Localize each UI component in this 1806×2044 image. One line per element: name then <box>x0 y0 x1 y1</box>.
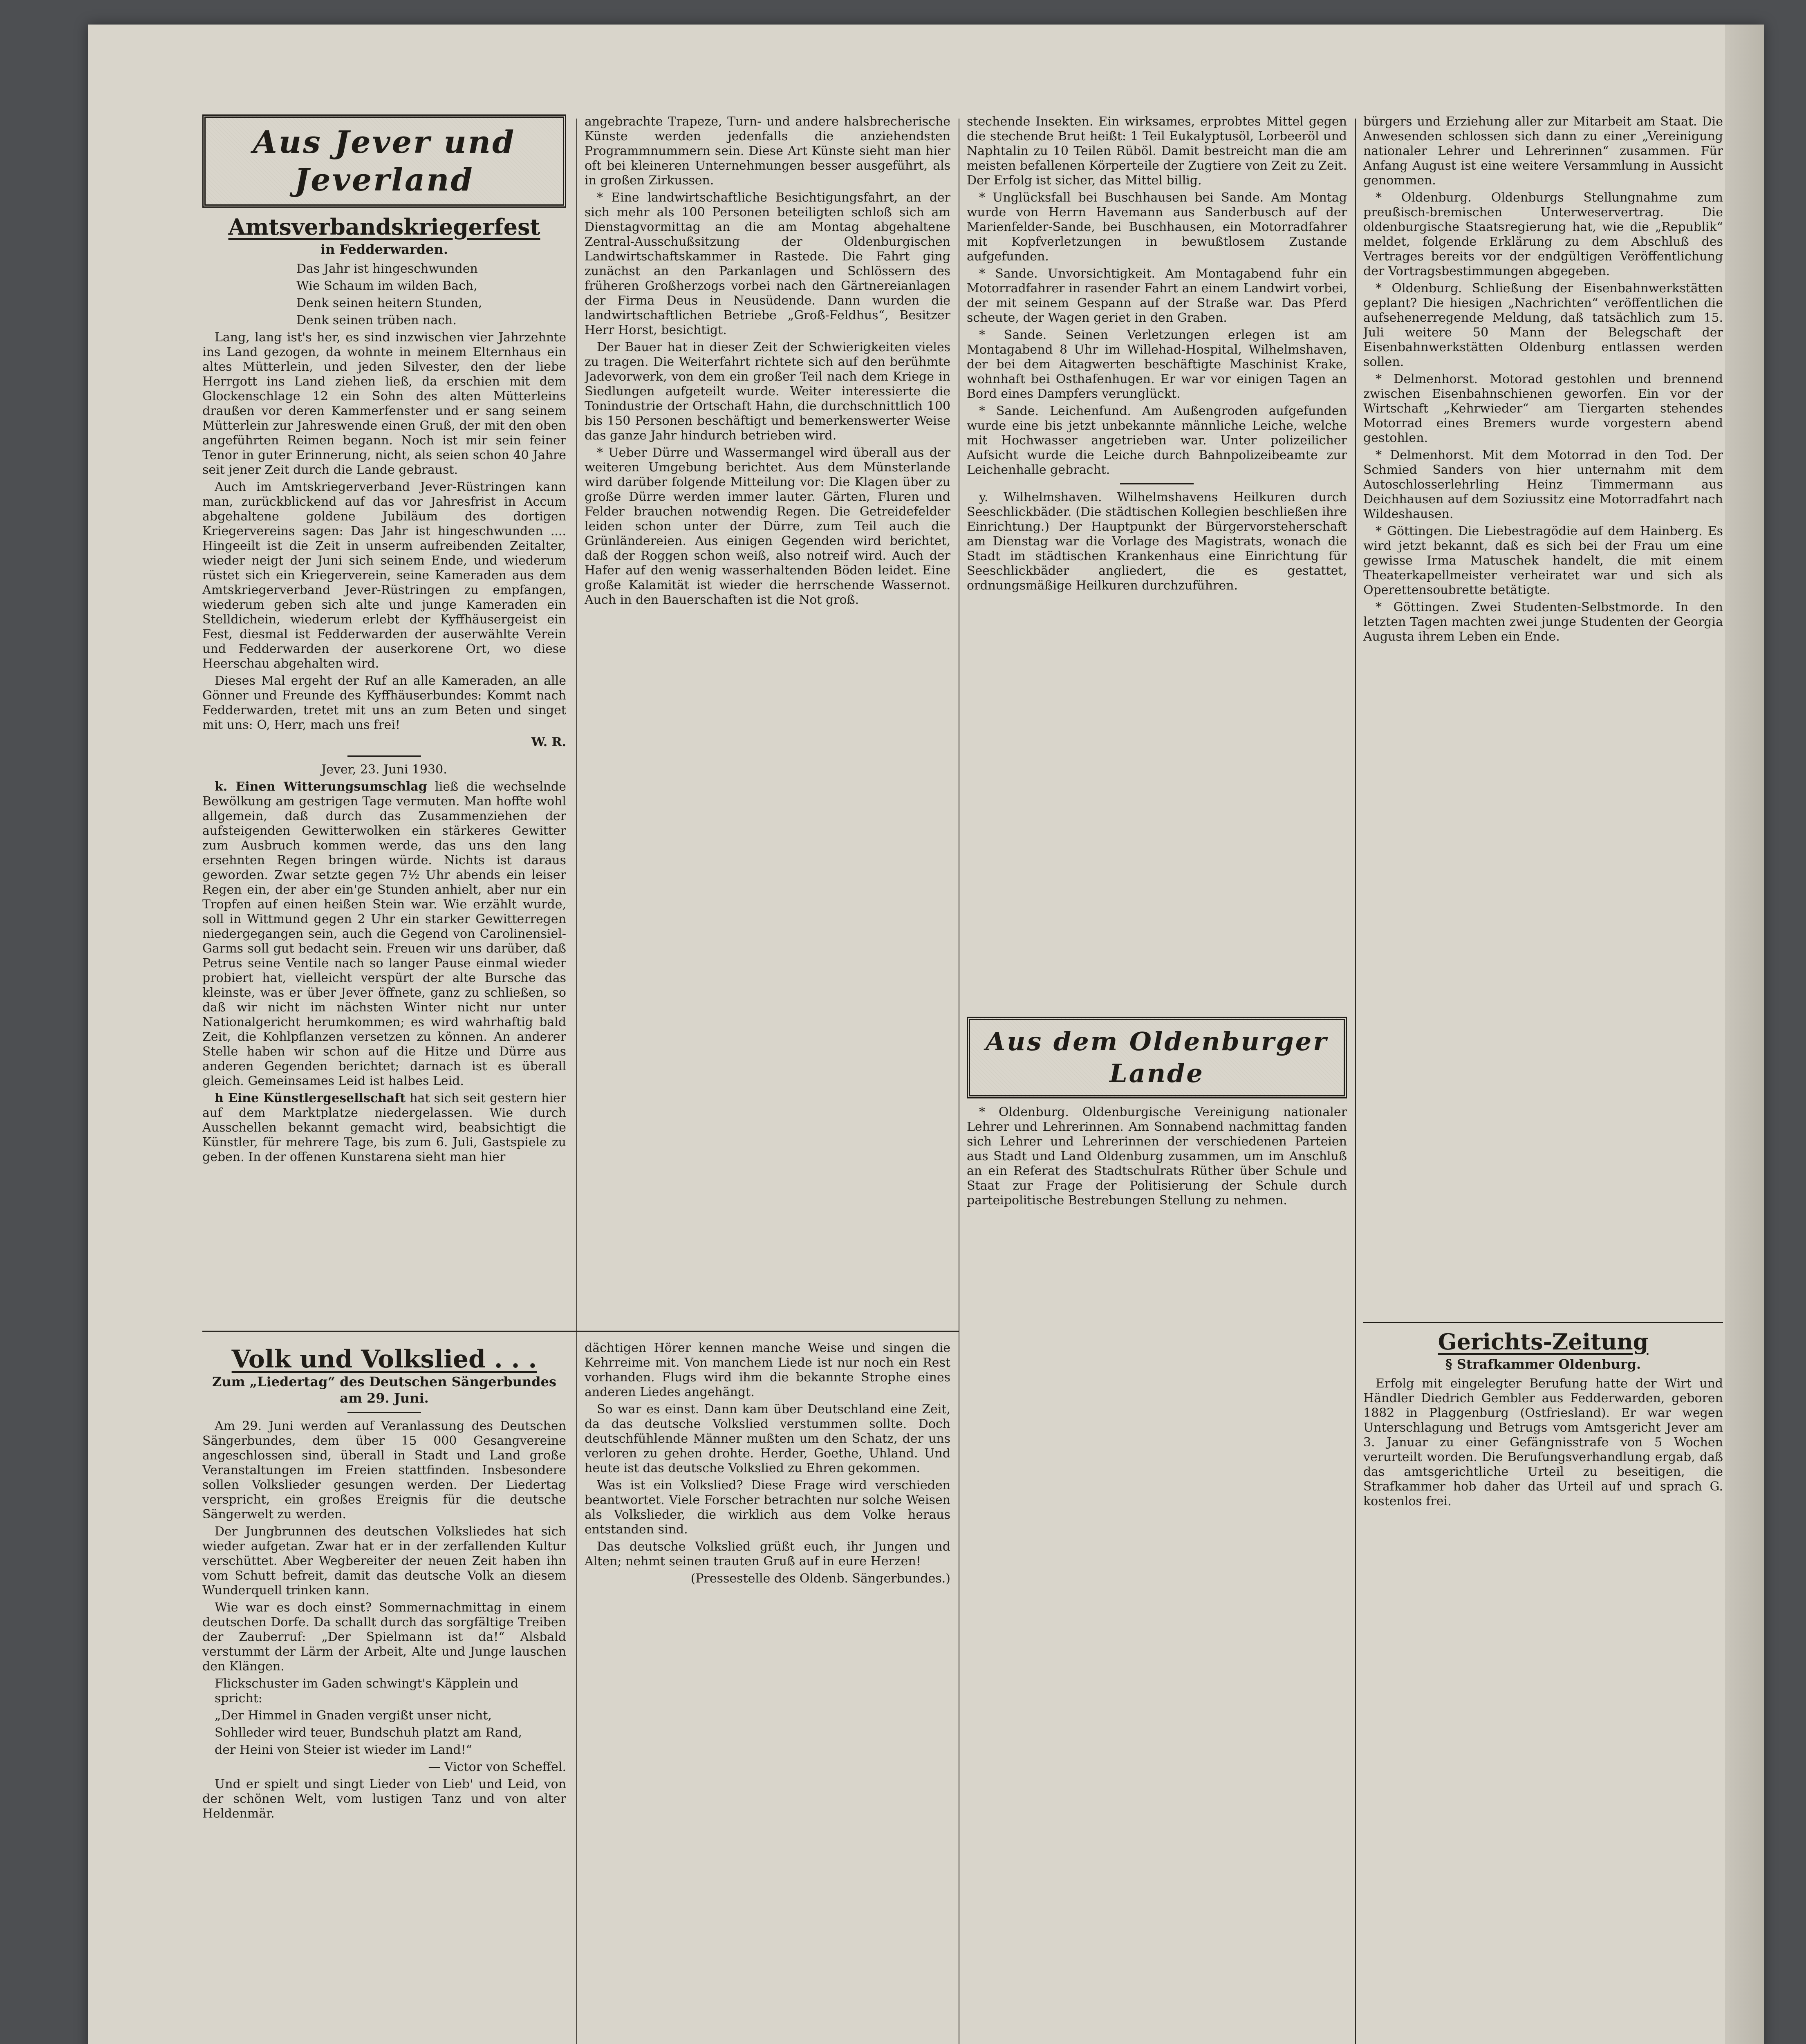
section-masthead <box>202 114 566 208</box>
paragraph: * Sande. Seinen Verletzungen erlegen ist am Montagabend 8 Uhr im Willehad-Hospital, Wilhelmshaven, der bei dem Aitagwerten beschäftigte Maschinist Krake, wohnhaft bei Osthafenhugen. Er war vor einigen Tagen an Bord eines Dampfers verunglückt. <box>967 328 1347 401</box>
paragraph: So war es einst. Dann kam über Deutschland eine Zeit, da das deutsche Volkslied verstummen sollte. Doch deutschfühlende Männer mußten um den Schatz, der uns verloren zu gehen drohte. Herder, Goethe, Uhland. Und heute ist das deutsche Volkslied zu Ehren gekommen. <box>585 1402 950 1475</box>
section-rule <box>1363 1322 1723 1323</box>
article-subhead: in Fedderwarden. <box>320 242 448 257</box>
item-text: ließ die wechselnde Bewölkung am gestrigen Tage vermuten. Man hoffte wohl allgemein, daß durch das Zusammenziehen der aufsteigenden Gewitterwolken ein stärkeres Gewitter zum Ausbruch kommen werde, das uns den lang ersehnten Regen bringen würde. Nichts ist daraus geworden. Zwar setzte gegen 7½ Uhr abends ein leiser Regen ein, der aber ein'ge Stunden anhielt, aber nur ein Tropfen auf einen heißen Stein war. Wie erzählt wurde, soll in Wittmund gegen 2 Uhr ein starker Gewitterregen niedergegangen sein, auch die Gegend von Carolinensiel-Garms soll gut bedacht sein. Freuen wir uns darüber, daß Petrus seine Ventile nach so langer Pause einmal wieder probiert hat, vielleicht verspürt der alte Bursche das kleinste, was er über Jever öffnete, ganz zu schließen, so daß wir nicht im nächsten Winter nicht nur unter Nationalgericht herumkommen; es wird wahrhaftig bald Zeit, die Kohlpflanzen versetzen zu können. An anderer Stelle haben wir schon auf die Hitze und Dürre aus anderen Gegenden berichtet; darnach ist es überall gleich. Gemeinsames Leid ist halbes Leid. <box>202 780 566 1088</box>
poem-line: „Der Himmel in Gnaden vergißt unser nicht, <box>215 1708 492 1723</box>
paragraph: Lang, lang ist's her, es sind inzwischen vier Jahrzehnte ins Land gezogen, da wohnte in meinem Elternhaus ein altes Mütterlein, und jeden Silvester, den der liebe Herrgott ins Land ziehen ließ, da erschien mit dem Glockenschlage 12 ein Sohn des alten Mütterleins draußen vor deren Kammerfenster und er sang seinem Mütterlein zur Jahreswende einen Gruß, der mit den oben angeführten Reimen begann. Noch ist mir sein feiner Tenor in guter Erinnerung, nicht, als seien schon 40 Jahre seit jener Zeit durch die Lande gebraust. <box>202 330 566 477</box>
column-4 <box>1363 114 1723 2044</box>
dateline: Jever, 23. Juni 1930. <box>321 762 447 777</box>
short-rule <box>347 1412 421 1413</box>
paragraph: * Göttingen. Die Liebestragödie auf dem Hainberg. Es wird jetzt bekannt, daß es sich bei der Frau um eine gewisse Irma Matuschek handelt, die mit einem Theaterkapellmeister verheiratet war und sich als Operettensoubrette betätigte. <box>1363 524 1723 597</box>
paragraph: Der Bauer hat in dieser Zeit der Schwierigkeiten vieles zu tragen. Die Weiterfahrt richtete sich auf den berühmte Jadevorwerk, von dem ein großer Teil nach dem Kriege in Siedlungen aufgeteilt wurde. Weiter interessierte die Tonindustrie der Ortschaft Hahn, die durchschnittlich 100 bis 150 Personen beschäftigt und bemerkenswerter Weise das ganze Jahr hindurch betrieben wird. <box>585 340 950 443</box>
short-rule <box>347 755 421 757</box>
paragraph: Auch im Amtskriegerverband Jever-Rüstringen kann man, zurückblickend auf das vor Jahresfrist in Accum abgehaltene goldene Jubiläum des dortigen Kriegervereins sagen: Das Jahr ist hingeschwunden .... Hingeeilt ist die Zeit in unserm aufreibenden Zeitalter, wieder neigt der Juni sich seinem Ende, und wiederum rüstet sich ein Kriegerverein, seine Kameraden aus dem Amtskriegerverband Jever-Rüstringen zu empfangen, wiederum geben sich alte und junge Kameraden ein Stelldichein, wiederum erlebt der Kyffhäusergeist ein Fest, diesmal ist Fedderwarden der auserwählte Verein und Fedderwarden der auserkorene Ort, wo diese Heerschau abgehalten wird. <box>202 480 566 671</box>
article-headline: Amtsverbandskriegerfest <box>228 214 540 240</box>
paragraph: Das deutsche Volkslied grüßt euch, ihr Jungen und Alten; nehmt seinen trauten Gruß auf in eure Herzen! <box>585 1540 950 1569</box>
poem-line: Denk seinen trüben nach. <box>296 313 457 327</box>
column-rule <box>1355 119 1356 2044</box>
paragraph: Dieses Mal ergeht der Ruf an alle Kameraden, an alle Gönner und Freunde des Kyffhäuserbundes: Kommt nach Fedderwarden, tretet mit uns an zum Beten und singet mit uns: O, Herr, mach uns frei! <box>202 674 566 732</box>
paragraph: * Göttingen. Zwei Studenten-Selbstmorde. In den letzten Tagen machten zwei junge Studenten der Georgia Augusta ihrem Leben ein Ende. <box>1363 600 1723 644</box>
column-rule <box>576 119 577 2044</box>
paragraph: angebrachte Trapeze, Turn- und andere halsbrecherische Künste werden jedenfalls die anziehendsten Programmnummern sein. Diese Art Künste sieht man hier oft bei kleineren Unternehmungen besser ausgeführt, als in großen Zirkussen. <box>585 114 950 188</box>
paragraph: * Ueber Dürre und Wassermangel wird überall aus der weiteren Umgebung berichtet. Aus dem Münsterlande wird darüber folgende Mitteilung vor: Die Klagen über zu große Dürre werden immer lauter. Gärten, Fluren und Felder brauchen notwendig Regen. Die Getreidefelder leiden schon unter der Dürre, zum Teil auch die Grünländereien. Aus einigen Gegenden wird berichtet, daß der Roggen schon weiß, also notreif wird. Auch der Hafer auf den wenig wasserhaltenden Böden leidet. Eine große Kalamität ist wieder die herrschende Wassernot. Auch in den Bauerschaften ist die Not groß. <box>585 446 950 607</box>
paragraph: Der Jungbrunnen des deutschen Volksliedes hat sich wieder aufgetan. Zwar hat er in der zerfallenden Kultur verschüttet. Aber Wegbereiter der neuen Zeit haben ihn vom Schutt befreit, damit das deutsche Volk an diesem Wunderquell trinken kann. <box>202 1524 566 1598</box>
credit-line: (Pressestelle des Oldenb. Sängerbundes.) <box>690 1571 950 1586</box>
poem-author: — Victor von Scheffel. <box>428 1760 566 1774</box>
item-lead: h Eine Künstlergesellschaft <box>215 1091 406 1105</box>
poem-line: Denk seinen heitern Stunden, <box>296 296 482 310</box>
poem-line: der Heini von Steier ist wieder im Land!“ <box>215 1743 472 1757</box>
page-edge <box>1725 25 1764 2044</box>
paragraph: Am 29. Juni werden auf Veranlassung des Deutschen Sängerbundes, dem über 15 000 Gesangvereine angeschlossen sind, überall in Stadt und Land große Veranstaltungen im Freien stattfinden. Insbesondere sollen Volkslieder gesungen werden. Der Liedertag verspricht, ein großes Ereignis für die deutsche Sängerwelt zu werden. <box>202 1419 566 1522</box>
section-subhead: § Strafkammer Oldenburg. <box>1445 1356 1641 1372</box>
paragraph: * Sande. Unvorsichtigkeit. Am Montagabend fuhr ein Motorradfahrer in rasender Fahrt an einem Landwirt vorbei, der mit seinem Gespann auf der Straße war. Das Pferd scheute, der Wagen geriet in den Graben. <box>967 267 1347 325</box>
item-lead: k. Einen Witterungsumschlag <box>215 780 427 794</box>
poem-line: Das Jahr ist hingeschwunden <box>296 262 478 276</box>
feature-right-column <box>585 1341 950 2044</box>
section-headline: Gerichts-Zeitung <box>1438 1329 1649 1355</box>
column-2 <box>585 114 950 1325</box>
poem-line: Sohlleder wird teuer, Bundschuh platzt am Rand, <box>215 1726 522 1740</box>
feature-headline: Volk und Volkslied . . . <box>231 1345 537 1374</box>
paragraph: * Oldenburg. Oldenburgische Vereinigung nationaler Lehrer und Lehrerinnen. Am Sonnabend nachmittag fanden sich Lehrer und Lehrerinnen der verschiedenen Parteien aus Stadt und Land Oldenburg zusammen, um im Anschluß an ein Referat des Stadtschulrats Rüther über Schule und Staat zur Frage der Politisierung der Schule durch parteipolitische Bestrebungen Stellung zu nehmen. <box>967 1105 1347 1208</box>
paragraph: y. Wilhelmshaven. Wilhelmshavens Heilkuren durch Seeschlickbäder. (Die städtischen Kollegien beschließen ihre Einrichtung.) Der Hauptpunkt der Bürgervorsteherschaft am Dienstag war die Vorlage des Magistrats, wonach die Stadt im städtischen Krankenhaus eine Einrichtung für Seeschlickbäder angliedert, die es gestattet, ordnungsmäßige Heilkuren durchzuführen. <box>967 490 1347 593</box>
feature-left-column <box>202 1341 566 2044</box>
paragraph: * Oldenburg. Oldenburgs Stellungnahme zum preußisch-bremischen Unterweservertrag. Die oldenburgische Staatsregierung hat, wie die „Republik“ meldet, folgende Erklärung zu dem Abschluß des Vertrages bereits vor der endgültigen Veröffentlichung der Vortragsbestimmungen abgegeben. <box>1363 191 1723 278</box>
paragraph: * Eine landwirtschaftliche Besichtigungsfahrt, an der sich mehr als 100 Personen beteiligten schloß sich am Dienstagvormittag an die am Montag abgehaltene Zentral-Ausschußsitzung der Oldenburgischen Landwirtschaftskammer in Rastede. Die Fahrt ging zunächst an den Parkanlagen und Schlössern des früheren Großherzogs vorbei nach den Gärtnereianlagen der Firma Deus in Neusüdende. Dann wurden die landwirtschaftlichen Betriebe „Groß-Feldhus“, Besitzer Herr Horst, besichtigt. <box>585 191 950 337</box>
news-item <box>202 780 566 1089</box>
newspaper-page <box>88 25 1764 2044</box>
paragraph: dächtigen Hörer kennen manche Weise und singen die Kehrreime mit. Von manchem Liede ist nur noch ein Rest vorhanden. Flugs wird ihm die bekannte Strophe eines anderen Liedes angehängt. <box>585 1341 950 1399</box>
masthead-title: Aus Jever und Jeverland <box>253 124 516 198</box>
paragraph: stechende Insekten. Ein wirksames, erprobtes Mittel gegen die stechende Brut heißt: 1 Teil Eukalyptusöl, Lorbeeröl und Naphtalin zu 10 Teilen Rüböl. Damit bestreicht man die am meisten befallenen Körperteile der Zugtiere von Zeit zu Zeit. Der Erfolg ist sicher, das Mittel billig. <box>967 114 1347 188</box>
paragraph: * Oldenburg. Schließung der Eisenbahnwerkstätten geplant? Die hiesigen „Nachrichten“ veröffentlichen die aufsehenerregende Meldung, daß tatsächlich zum 15. Juli weitere 50 Mann der Belegschaft der Eisenbahnwerkstätten Oldenburg entlassen werden sollen. <box>1363 281 1723 369</box>
poem-line: Flickschuster im Gaden schwingt's Käpplein und spricht: <box>215 1676 519 1706</box>
paragraph: * Delmenhorst. Mit dem Motorrad in den Tod. Der Schmied Sanders von hier unternahm mit dem Autoschlosserlehrling Heinz Timmermann aus Deichhausen auf dem Soziussitz eine Motorradfahrt nach Wildeshausen. <box>1363 448 1723 521</box>
signature: W. R. <box>531 735 566 749</box>
paragraph: * Sande. Leichenfund. Am Außengroden aufgefunden wurde eine bis jetzt unbekannte männliche Leiche, welche mit Hochwasser angetrieben war. Unter polizeilicher Aufsicht wurde die Leiche durch Bahnpolizeibeamte zur Leichenhalle gebracht. <box>967 404 1347 477</box>
spacer <box>967 596 1347 1017</box>
paragraph: Wie war es doch einst? Sommernachmittag in einem deutschen Dorfe. Da schallt durch das sorgfältige Treiben der Zauberruf: „Der Spielmann ist da!“ Alsbald verstummt der Lärm der Arbeit, Alte und Junge lauschen den Klängen. <box>202 1600 566 1674</box>
paragraph: Was ist ein Volkslied? Diese Frage wird verschieden beantwortet. Viele Forscher betrachten nur solche Weisen als Volkslieder, die wirklich aus dem Volke heraus entstanden sind. <box>585 1478 950 1537</box>
paragraph: * Delmenhorst. Motorad gestohlen und brennend zwischen Eisenbahnschienen geworfen. Ein vor der Wirtschaft „Kehrwieder“ am Tiergarten stehendes Motorrad eines Bremers wurde vorgestern abend gestohlen. <box>1363 372 1723 445</box>
column-3 <box>967 114 1347 2044</box>
spacer <box>1363 647 1723 1317</box>
paragraph: * Unglücksfall bei Buschhausen bei Sande. Am Montag wurde von Herrn Havemann aus Sanderbusch auf der Marienfelder-Sande, bei Buschhausen, ein Motorradfahrer mit Kopfverletzungen in bewußtlosem Zustande aufgefunden. <box>967 191 1347 264</box>
section-masthead <box>967 1017 1347 1098</box>
masthead-title: Aus dem Oldenburger Lande <box>986 1026 1328 1088</box>
feature-subhead: Zum „Liedertag“ des Deutschen Sängerbundes am 29. Juni. <box>212 1374 556 1406</box>
short-rule <box>1120 483 1194 484</box>
item-text: hat sich seit gestern hier auf dem Marktplatze niedergelassen. Wie durch Ausschellen bekannt gemacht wird, beabsichtigt die Künstler, für mehrere Tage, bis zum 6. Juli, Gastspiele zu geben. In der offenen Kunstarena sieht man hier <box>202 1091 566 1164</box>
paragraph: Erfolg mit eingelegter Berufung hatte der Wirt und Händler Diedrich Gembler aus Fedderwarden, geboren 1882 in Plaggenburg (Ostfriesland). Er war wegen Unterschlagung und Betrugs vom Amtsgericht Jever am 3. Januar zu einer Gefängnisstrafe von 5 Wochen verurteilt worden. Die Berufungsverhandlung ergab, daß das amtsgerichtliche Urteil zu beseitigen, die Strafkammer hob daher das Urteil auf und sprach G. kostenlos frei. <box>1363 1376 1723 1508</box>
news-item <box>202 1091 566 1165</box>
paragraph: bürgers und Erziehung aller zur Mitarbeit am Staat. Die Anwesenden schlossen sich dann zu einer „Vereinigung nationaler Lehrer und Lehrerinnen“ zusammen. Für Anfang August ist eine weitere Versammlung in Aussicht genommen. <box>1363 114 1723 188</box>
poem-line: Wie Schaum im wilden Bach, <box>296 279 477 293</box>
paragraph: Und er spielt und singt Lieder von Lieb' und Leid, von der schönen Welt, vom lustigen Tanz und von alter Heldenmär. <box>202 1777 566 1821</box>
section-divider <box>202 1331 959 1332</box>
column-1 <box>202 114 566 1325</box>
